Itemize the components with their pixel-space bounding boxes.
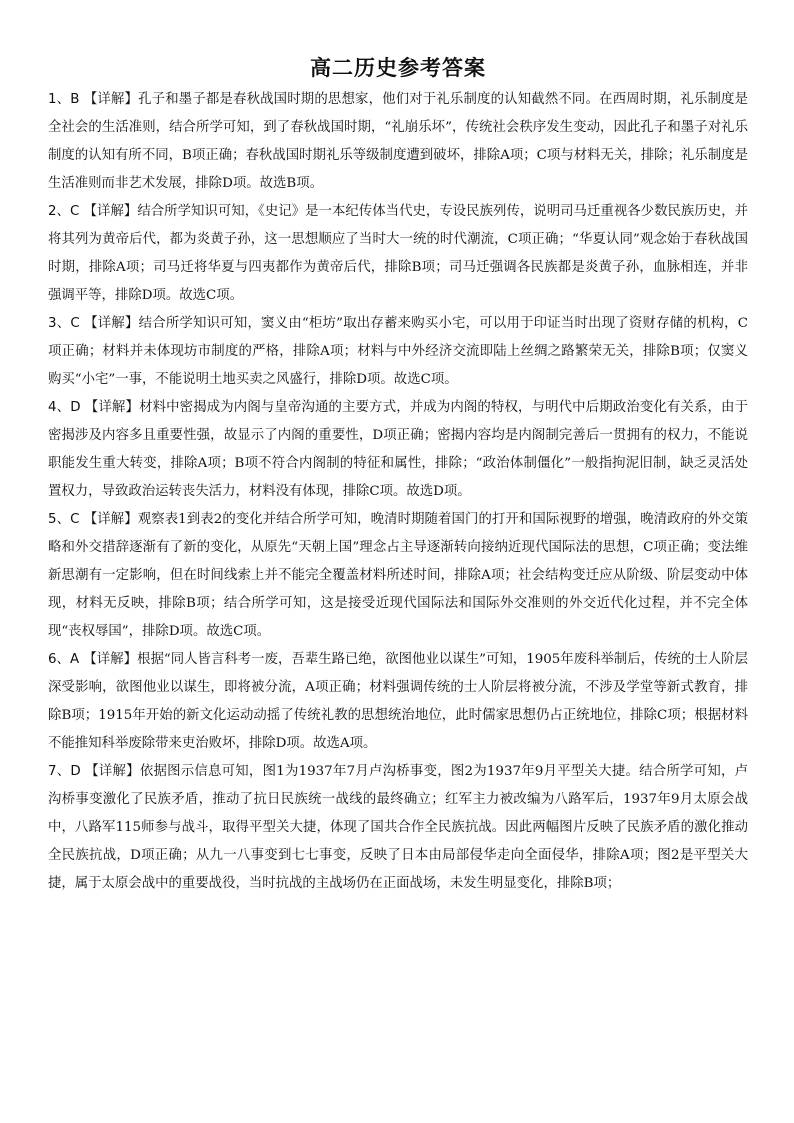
answer-item-4 (48, 394, 748, 506)
answer-tag: 【详解】 (84, 316, 139, 331)
answer-number: 2、C (48, 204, 80, 219)
answer-tag: 【详解】 (84, 400, 140, 415)
answer-number: 5、C (48, 512, 80, 527)
answer-text: 根据“同人皆言科考一废，吾辈生路已绝，欲图他业以谋生”可知，1905年废科举制后，传统的士人阶层深受影响，欲图他业以谋生，即将被分流，A项正确；材料强调传统的士人阶层将被分流，不涉及学堂等新式教育，排除B项；1915年开始的新文化运动动摇了传统礼教的思想统治地位，此时儒家思想仍占正统地位，排除C项；根据材料不能推知科举废除带来吏治败坏，排除D项。故选A项。 (48, 652, 748, 751)
answer-text: 观察表1到表2的变化并结合所学可知，晚清时期随着国门的打开和国际视野的增强，晚清政府的外交策略和外交措辞逐渐有了新的变化，从原先“天朝上国”理念占主导逐渐转向接纳近现代国际法的思想，C项正确；变法维新思潮有一定影响，但在时间线索上并不能完全覆盖材料所述时间，排除A项；社会结构变迁应从阶级、阶层变动中体现，材料无反映，排除B项；结合所学可知，这是接受近现代国际法和国际外交准则的外交近代化过程，并不完全体现“丧权辱国”，排除D项。故选C项。 (48, 512, 749, 639)
answer-tag: 【详解】 (83, 652, 138, 667)
answer-number: 4、D (48, 400, 81, 415)
answer-text: 材料中密揭成为内阁与皇帝沟通的主要方式，并成为内阁的特权，与明代中后期政治变化有关系，由于密揭涉及内容多且重要性强，故显示了内阁的重要性，D项正确；密揭内容均是内阁制完善后一贯拥有的权力，不能说职能发生重大转变，排除A项；B项不符合内阁制的特征和属性，排除；“政治体制僵化”一般指拘泥旧制，缺乏灵活处置权力，导致政治运转丧失活力，材料没有体现，排除C项。故选D项。 (48, 400, 748, 499)
answer-text: 结合所学知识可知，《史记》是一本纪传体当代史，专设民族列传，说明司马迁重视各少数民族历史，并将其列为黄帝后代，都为炎黄子孙，这一思想顺应了当时大一统的时代潮流，C项正确；“华夏认同”观念始于春秋战国时期，排除A项；司马迁将华夏与四夷都作为黄帝后代，排除B项；司马迁强调各民族都是炎黄子孙，血脉相连，并非强调平等，排除D项。故选C项。 (48, 204, 749, 303)
answer-item-2 (48, 198, 748, 310)
answer-number: 1、B (48, 92, 80, 107)
answer-tag: 【详解】 (83, 204, 138, 219)
answer-text: 依据图示信息可知，图1为1937年7月卢沟桥事变，图2为1937年9月平型关大捷。结合所学可知，卢沟桥事变激化了民族矛盾，推动了抗日民族统一战线的最终确立；红军主力被改编为八路军后，1937年9月太原会战中，八路军115师参与战斗，取得平型关大捷，体现了国共合作全民族抗战。因此两幅图片反映了民族矛盾的激化推动全民族抗战，D项正确；从九一八事变到七七事变，反映了日本由局部侵华走向全面侵华，排除A项；图2是平型关大捷，属于太原会战中的重要战役，当时抗战的主战场仍在正面战场，未发生明显变化，排除B项； (48, 764, 748, 891)
answer-tag: 【详解】 (83, 512, 138, 527)
answer-item-5 (48, 506, 748, 646)
answer-item-1 (48, 86, 748, 198)
answer-item-3 (48, 310, 748, 394)
answer-number: 7、D (48, 764, 81, 779)
answer-item-6 (48, 646, 748, 758)
answer-item-7 (48, 758, 748, 898)
answer-list (48, 86, 748, 898)
answer-number: 3、C (48, 316, 80, 331)
answer-tag: 【详解】 (85, 764, 140, 779)
answer-text: 孔子和墨子都是春秋战国时期的思想家，他们对于礼乐制度的认知截然不同。在西周时期，礼乐制度是全社会的生活准则，结合所学可知，到了春秋战国时期，“礼崩乐坏”，传统社会秩序发生变动，因此孔子和墨子对礼乐制度的认知有所不同，B项正确；春秋战国时期礼乐等级制度遭到破坏，排除A项；C项与材料无关，排除；礼乐制度是生活准则而非艺术发展，排除D项。故选B项。 (48, 92, 749, 191)
page-title: 高二历史参考答案 (310, 56, 486, 80)
answer-text: 结合所学知识可知，窦义由“柜坊”取出存蓄来购买小宅，可以用于印证当时出现了资财存储的机构，C项正确；材料并未体现坊市制度的严格，排除A项；材料与中外经济交流即陆上丝绸之路繁荣无关，排除B项；仅窦义购买“小宅”一事，不能说明土地买卖之风盛行，排除D项。故选C项。 (48, 316, 749, 387)
answer-tag: 【详解】 (83, 92, 139, 107)
answer-number: 6、A (48, 652, 80, 667)
